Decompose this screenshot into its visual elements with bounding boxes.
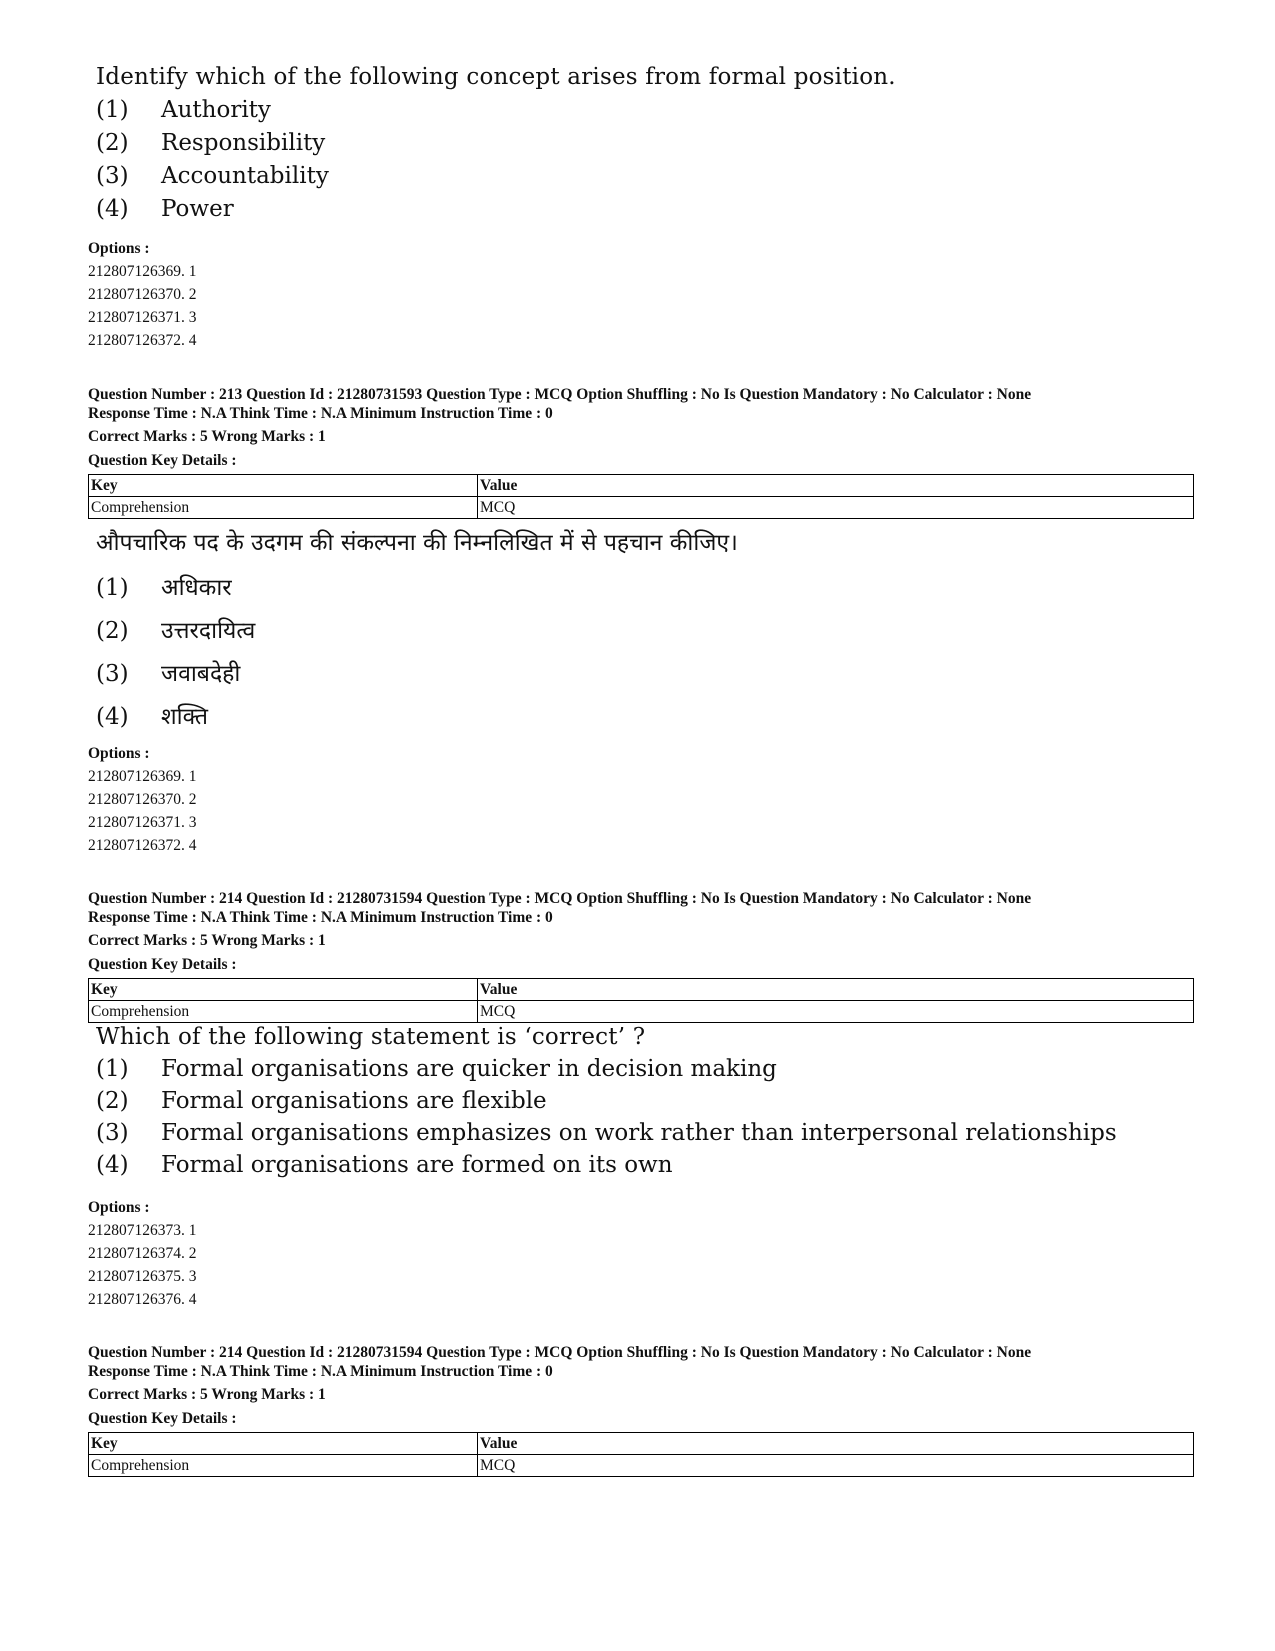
choice-number: (1) (96, 97, 129, 123)
option-id: 212807126373. 1 (88, 1222, 197, 1239)
options-label: Options : (88, 745, 150, 762)
choice-1 (96, 570, 232, 602)
choice-1 (96, 1056, 777, 1086)
question-meta-line: Response Time : N.A Think Time : N.A Minimum Instruction Time : 0 (88, 405, 553, 422)
option-id: 212807126372. 4 (88, 332, 197, 349)
key-details-table (88, 1432, 1194, 1477)
key-cell: Comprehension (89, 1455, 478, 1477)
choice-number: (1) (96, 575, 129, 601)
choice-text: शक्ति (161, 704, 209, 730)
option-id: 212807126369. 1 (88, 768, 197, 785)
choice-text: Formal organisations are quicker in decision making (161, 1056, 777, 1082)
option-id: 212807126370. 2 (88, 286, 197, 303)
question-text: औपचारिक पद के उदगम की संकल्पना की निम्नलिखित में से पहचान कीजिए। (96, 530, 738, 556)
choice-number: (2) (96, 130, 129, 156)
question-meta-line: Question Number : 214 Question Id : 21280731594 Question Type : MCQ Option Shuffling : No Is Question Mandatory : No Calculator : None (88, 1344, 1032, 1361)
question-meta-line: Question Number : 213 Question Id : 21280731593 Question Type : MCQ Option Shuffling : No Is Question Mandatory : No Calculator : None (88, 386, 1032, 403)
choice-3 (96, 1120, 1117, 1150)
choice-number: (1) (96, 1056, 129, 1082)
key-details-label: Question Key Details : (88, 1410, 237, 1427)
question-text: Identify which of the following concept arises from formal position. (96, 64, 896, 90)
key-cell: Comprehension (89, 497, 478, 519)
choice-text: जवाबदेही (161, 661, 241, 687)
choice-4 (96, 196, 234, 226)
options-label: Options : (88, 240, 150, 257)
value-header: Value (478, 1433, 1194, 1455)
choice-4 (96, 699, 208, 731)
choice-number: (3) (96, 163, 129, 189)
choice-number: (3) (96, 1120, 129, 1146)
marks-line: Correct Marks : 5 Wrong Marks : 1 (88, 932, 326, 949)
choice-text: Power (161, 196, 234, 222)
value-cell: MCQ (478, 1001, 1194, 1023)
choice-text: Authority (161, 97, 271, 123)
choice-number: (2) (96, 1088, 129, 1114)
option-id: 212807126375. 3 (88, 1268, 197, 1285)
choice-text: Formal organisations are formed on its own (161, 1152, 673, 1178)
option-id: 212807126372. 4 (88, 837, 197, 854)
question-text: Which of the following statement is ‘correct’ ? (96, 1024, 646, 1050)
options-label: Options : (88, 1199, 150, 1216)
value-cell: MCQ (478, 497, 1194, 519)
key-cell: Comprehension (89, 1001, 478, 1023)
key-header: Key (89, 475, 478, 497)
choice-3 (96, 163, 329, 193)
choice-text: Formal organisations emphasizes on work rather than interpersonal relationships (161, 1120, 1117, 1146)
option-id: 212807126371. 3 (88, 309, 197, 326)
key-header: Key (89, 1433, 478, 1455)
choice-number: (3) (96, 661, 129, 687)
choice-1 (96, 97, 271, 127)
choice-number: (2) (96, 618, 129, 644)
marks-line: Correct Marks : 5 Wrong Marks : 1 (88, 1386, 326, 1403)
question-meta-line: Question Number : 214 Question Id : 21280731594 Question Type : MCQ Option Shuffling : No Is Question Mandatory : No Calculator : None (88, 890, 1032, 907)
key-details-table (88, 474, 1194, 519)
choice-2 (96, 1088, 547, 1118)
choice-text: Formal organisations are flexible (161, 1088, 547, 1114)
choice-number: (4) (96, 196, 129, 222)
choice-text: Accountability (161, 163, 329, 189)
marks-line: Correct Marks : 5 Wrong Marks : 1 (88, 428, 326, 445)
question-meta-line: Response Time : N.A Think Time : N.A Minimum Instruction Time : 0 (88, 909, 553, 926)
option-id: 212807126376. 4 (88, 1291, 197, 1308)
choice-text: अधिकार (161, 575, 232, 601)
question-meta-line: Response Time : N.A Think Time : N.A Minimum Instruction Time : 0 (88, 1363, 553, 1380)
option-id: 212807126370. 2 (88, 791, 197, 808)
choice-text: Responsibility (161, 130, 326, 156)
choice-2 (96, 130, 325, 160)
key-details-label: Question Key Details : (88, 452, 237, 469)
option-id: 212807126374. 2 (88, 1245, 197, 1262)
choice-number: (4) (96, 704, 129, 730)
key-details-table (88, 978, 1194, 1023)
option-id: 212807126369. 1 (88, 263, 197, 280)
value-cell: MCQ (478, 1455, 1194, 1477)
value-header: Value (478, 979, 1194, 1001)
choice-3 (96, 656, 240, 688)
value-header: Value (478, 475, 1194, 497)
key-details-label: Question Key Details : (88, 956, 237, 973)
choice-2 (96, 613, 255, 645)
key-header: Key (89, 979, 478, 1001)
choice-4 (96, 1152, 673, 1182)
option-id: 212807126371. 3 (88, 814, 197, 831)
choice-text: उत्तरदायित्व (161, 618, 256, 644)
choice-number: (4) (96, 1152, 129, 1178)
